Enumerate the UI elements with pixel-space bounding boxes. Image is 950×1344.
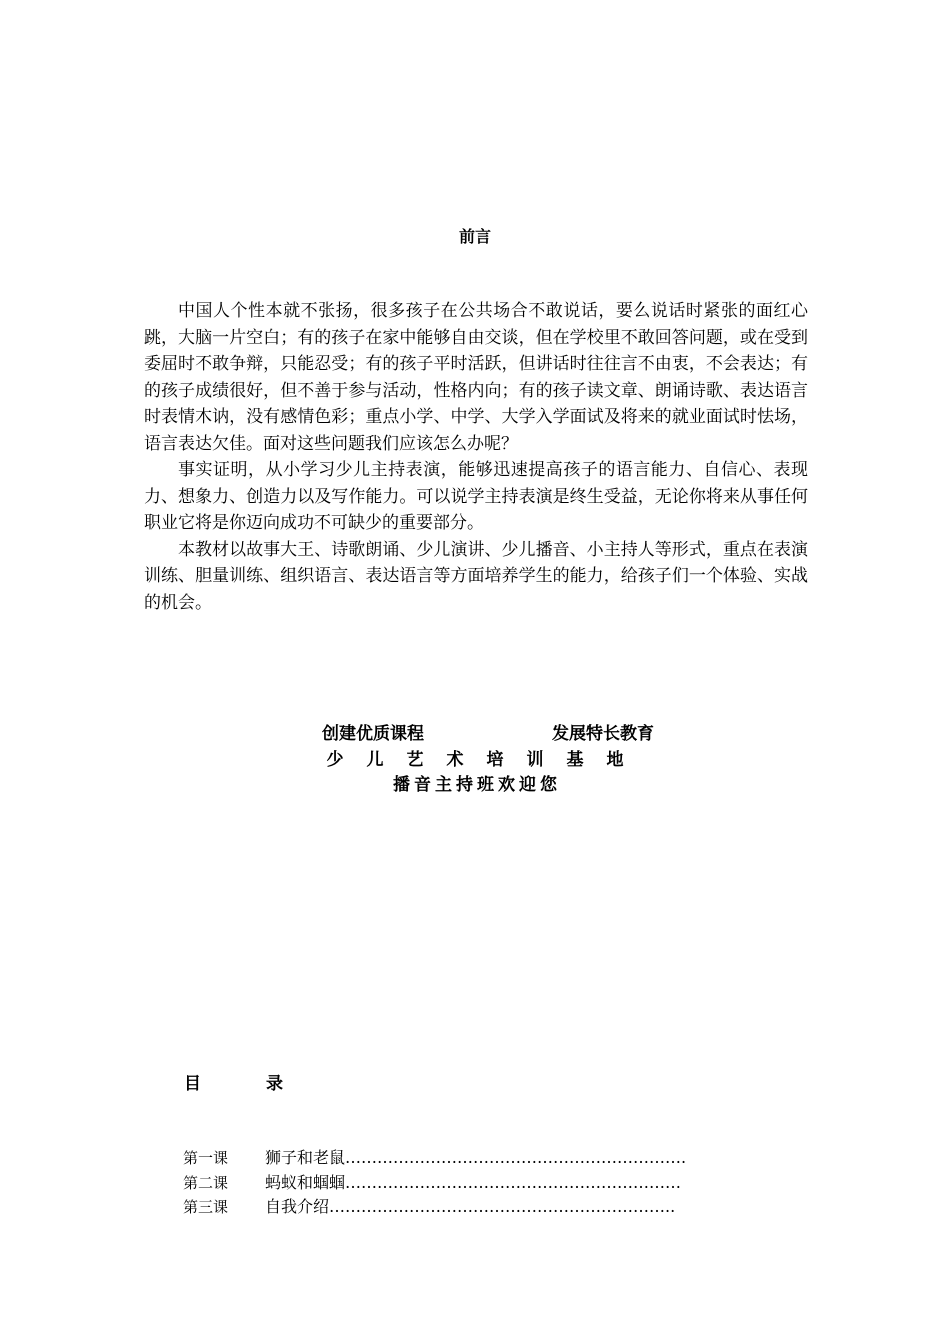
toc-entry: 自我介绍……………………………………………………….. — [265, 1197, 676, 1216]
toc-title-part-1: 目 — [184, 1074, 201, 1094]
toc-title — [184, 1072, 283, 1096]
toc-entry: 狮子和老鼠………………………………………………………. — [265, 1148, 687, 1167]
preface-paragraph-2: 事实证明，从小学习少儿主持表演，能够迅速提高孩子的语言能力、自信心、表现力、想象力、创造力以及写作能力。可以说学主持表演是终生受益，无论你将来从事任何职业它将是你迈向成功不可缺少的重要部分。 — [144, 460, 808, 533]
preface-paragraph-1: 中国人个性本就不张扬，很多孩子在公共场合不敢说话，要么说话时紧张的面红心跳，大脑一片空白；有的孩子在家中能够自由交谈，但在学校里不敢回答问题，或在受到委屈时不敢争辩，只能忍受；有的孩子平时活跃，但讲话时往往言不由衷，不会表达；有的孩子成绩很好，但不善于参与活动，性格内向；有的孩子读文章、朗诵诗歌、表达语言时表情木讷，没有感情色彩；重点小学、中学、大学入学面试及将来的就业面试时怯场，语言表达欠佳。面对这些问题我们应该怎么办呢？ — [144, 301, 808, 454]
preface-title: 前言 — [458, 227, 491, 246]
slogan-line-3: 播音主持班欢迎您 — [393, 775, 561, 795]
preface-body — [144, 298, 808, 616]
slogan-line-2: 少儿艺术培训基地 — [326, 750, 647, 770]
toc-title-part-2: 录 — [266, 1074, 283, 1094]
toc-lesson-number: 第二课 — [183, 1173, 229, 1192]
slogan-left: 创建优质课程 — [322, 724, 424, 744]
toc-entry: 蚂蚁和蝈蝈……………………………………………………… — [265, 1172, 682, 1192]
preface-paragraph-3: 本教材以故事大王、诗歌朗诵、少儿演讲、少儿播音、小主持人等形式，重点在表演训练、胆量训练、组织语言、表达语言等方面培养学生的能力，给孩子们一个体验、实战的机会。 — [144, 539, 808, 613]
slogan-right: 发展特长教育 — [552, 724, 654, 744]
toc-lesson-number: 第三课 — [183, 1198, 229, 1216]
toc-lesson-number: 第一课 — [183, 1149, 229, 1167]
